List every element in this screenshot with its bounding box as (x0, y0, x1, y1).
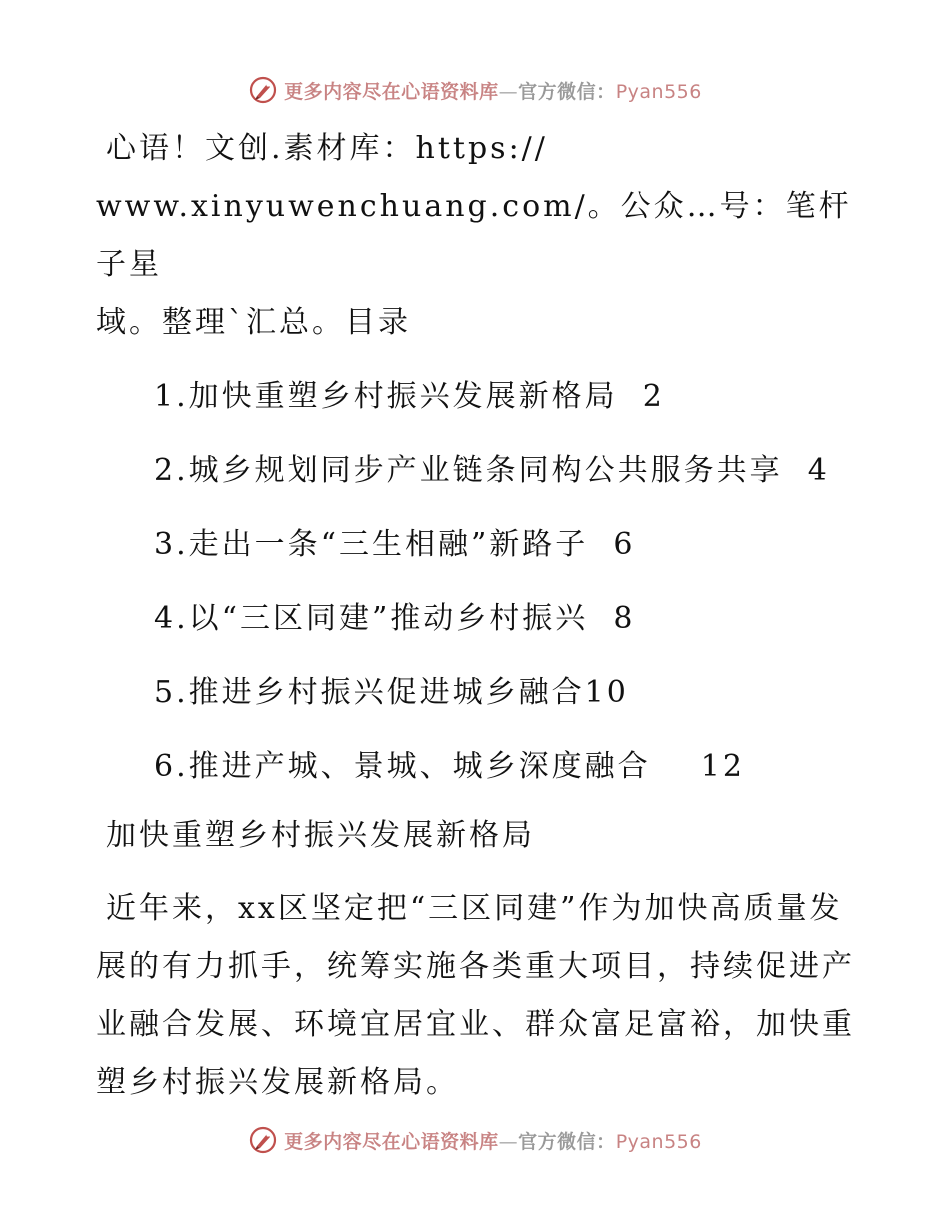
pen-logo-icon (248, 75, 278, 105)
section-paragraph: 近年来，xx区坚定把“三区同建”作为加快高质量发展的有力抓手，统筹实施各类重大项目，持续促进产业融合发展、环境宜居宜业、群众富足富裕，加快重塑乡村振兴发展新格局。 (96, 891, 855, 1100)
toc-item[interactable]: 5.推进乡村振兴促进城乡融合10 (154, 675, 629, 710)
watermark-banner-top (0, 70, 950, 110)
section-heading: 加快重塑乡村振兴发展新格局 (106, 818, 535, 853)
toc-item[interactable]: 1.加快重塑乡村振兴发展新格局 2 (154, 379, 665, 414)
pen-logo-icon (248, 1125, 278, 1155)
toc-item[interactable]: 6.推进产城、景城、城乡深度融合 12 (154, 749, 745, 784)
watermark-dash: — (498, 80, 519, 103)
intro-line-3: 域。整理`汇总。目录 (96, 305, 411, 340)
intro-line-1: 心语！文创.素材库：https:// (106, 131, 548, 166)
watermark-wechat-id: Pyan556 (615, 80, 702, 103)
watermark-wechat-id: Pyan556 (615, 1130, 702, 1153)
table-of-contents (96, 360, 866, 804)
watermark-dash: — (498, 1130, 519, 1153)
toc-item[interactable]: 3.走出一条“三生相融”新路子 6 (154, 527, 636, 562)
toc-item[interactable]: 2.城乡规划同步产业链条同构公共服务共享 4 (154, 453, 830, 488)
watermark-banner-bottom (0, 1120, 950, 1160)
document-body (96, 120, 866, 1112)
watermark-text: 更多内容尽在心语资料库 (284, 80, 499, 103)
watermark-contact-label: 官方微信： (518, 1130, 616, 1153)
intro-line-2: www.xinyuwenchuang.com/。公众…号：笔杆子星 (96, 189, 852, 282)
watermark-text: 更多内容尽在心语资料库 (284, 1130, 499, 1153)
watermark-contact-label: 官方微信： (518, 80, 616, 103)
toc-item[interactable]: 4.以“三区同建”推动乡村振兴 8 (154, 601, 636, 636)
